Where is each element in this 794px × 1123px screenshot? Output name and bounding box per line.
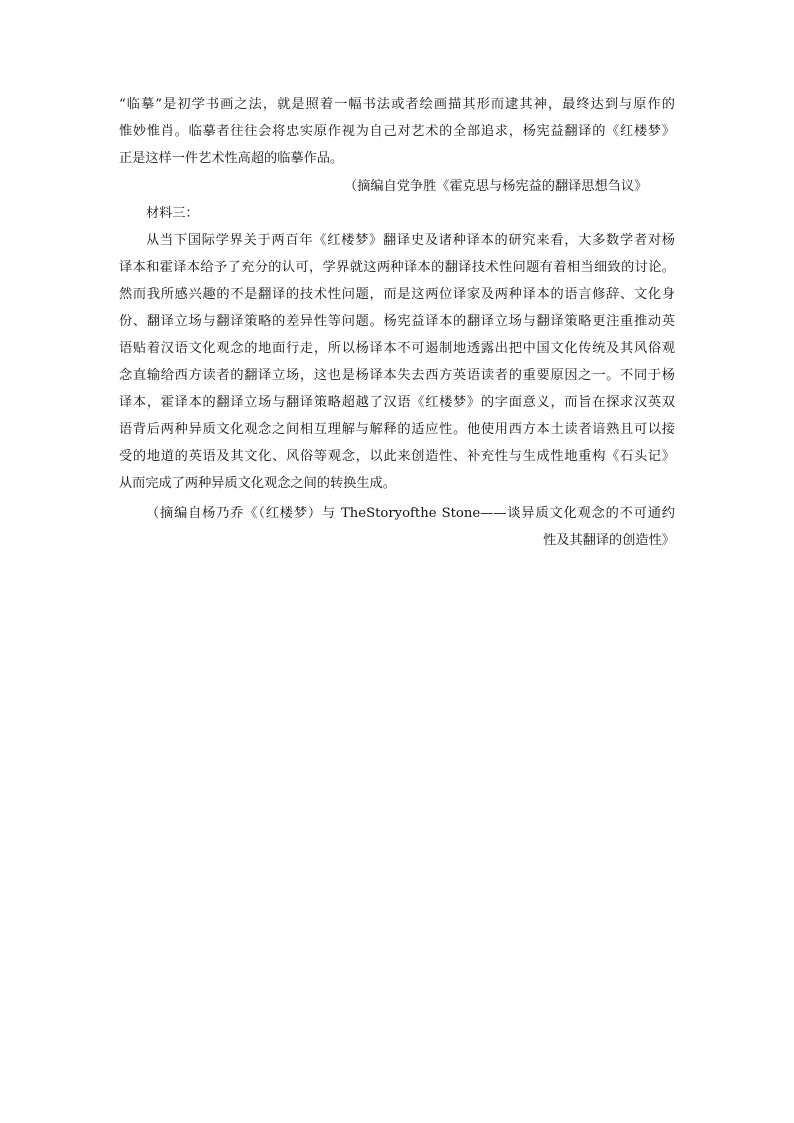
paragraph-2-line-1: 从当下国际学界关于两百年《红楼梦》翻译史及诸种译本的研究来看，大多数学者对杨 (146, 233, 675, 248)
paragraph-1-line-1: “临摹”是初学书画之法，就是照着一幅书法或者绘画描其形而逮其神，最终达到与原作的 (119, 97, 675, 112)
citation-2-line-1: （摘编自杨乃乔《（红楼梦）与 TheStoryofthe Stone——谈异质文化观念的不可通约 (146, 506, 675, 521)
paragraph-2-line-8: 语背后两种异质文化观念之间相互理解与解释的适应性。他使用西方本土读者谙熟且可以接 (119, 422, 675, 437)
paragraph-1-line-3: 正是这样一件艺术性高超的临摹作品。 (119, 151, 344, 166)
material-three-label: 材料三： (146, 206, 199, 221)
paragraph-2-line-5: 语贴着汉语文化观念的地面行走，所以杨译本不可遏制地透露出把中国文化传统及其风俗观 (119, 341, 675, 356)
paragraph-2-line-10: 从而完成了两种异质文化观念之间的转换生成。 (119, 476, 396, 491)
paragraph-2-line-9: 受的地道的英语及其文化、风俗等观念，以此来创造性、补充性与生成性地重构《石头记》 (119, 449, 675, 464)
citation-2-line-2: 性及其翻译的创造性》 (543, 533, 675, 548)
paragraph-2-line-3: 然而我所感兴趣的不是翻译的技术性问题，而是这两位译家及两种译本的语言修辞、文化身 (119, 287, 675, 302)
paragraph-2-line-7: 译本，霍译本的翻译立场与翻译策略超越了汉语《红楼梦》的字面意义，而旨在探求汉英双 (119, 395, 675, 410)
paragraph-2-line-4: 份、翻译立场与翻译策略的差异性等问题。杨宪益译本的翻译立场与翻译策略更注重推动英 (119, 314, 675, 329)
paragraph-2-line-2: 译本和霍译本给予了充分的认可，学界就这两种译本的翻译技术性问题有着相当细致的讨论。 (119, 260, 675, 275)
paragraph-1-line-2: 惟妙惟肖。临摹者往往会将忠实原作视为自己对艺术的全部追求，杨宪益翻译的《红楼梦》 (119, 124, 675, 139)
citation-1: （摘编自党争胜《霍克思与杨宪益的翻译思想刍议》 (344, 179, 648, 194)
paragraph-2-line-6: 念直输给西方读者的翻译立场，这也是杨译本失去西方英语读者的重要原因之一。不同于杨 (119, 368, 675, 383)
